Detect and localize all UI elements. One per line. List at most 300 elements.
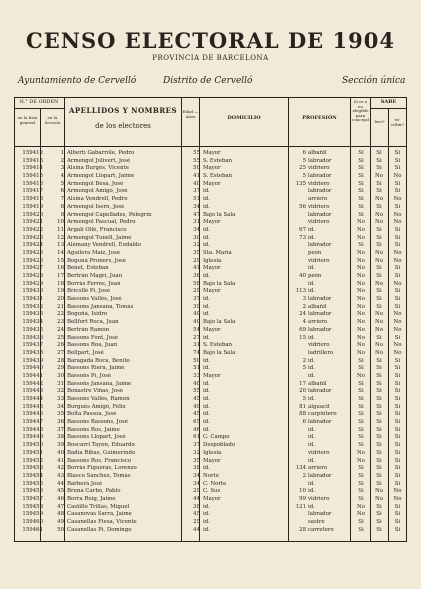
age-cell: 25 bbox=[193, 519, 200, 525]
elegible-cell: No bbox=[357, 249, 365, 256]
profession-cell: arriero bbox=[308, 465, 328, 472]
orden-seccion-cell: 36 bbox=[57, 419, 64, 426]
age-cell: 44 bbox=[193, 526, 200, 533]
orden-general-cell: 159441 bbox=[22, 372, 43, 379]
orden-general-cell: 159427 bbox=[22, 265, 43, 272]
orden-general-cell: 159461 bbox=[22, 526, 43, 533]
age-cell: 47 bbox=[193, 211, 200, 218]
orden-general-cell: 159459 bbox=[22, 511, 43, 518]
age-cell: 40 bbox=[193, 180, 200, 187]
orden-general-cell: 159440 bbox=[22, 365, 43, 372]
orden-general-cell: 159438 bbox=[22, 349, 43, 356]
sabe-escribir-cell: No bbox=[393, 257, 402, 264]
table-row bbox=[16, 204, 405, 212]
elegible-cell: Si bbox=[358, 465, 364, 472]
header-bottom-rule bbox=[14, 146, 406, 147]
address-cell: id. bbox=[203, 365, 210, 372]
elector-name-cell: Casanellas Fiesa, Vicente bbox=[67, 519, 137, 525]
sabe-escribir-cell: Si bbox=[394, 419, 401, 426]
profession-cell: peón bbox=[308, 249, 322, 256]
orden-general-cell: 159454 bbox=[22, 472, 43, 479]
orden-seccion-cell: 45 bbox=[57, 488, 64, 495]
elector-name-cell: Baragada Roca, Benito bbox=[67, 357, 130, 364]
orden-seccion-cell: 24 bbox=[57, 326, 64, 333]
elector-name-cell: Bellfort Roca, Juan bbox=[67, 319, 119, 326]
sabe-leer-cell: Si bbox=[376, 434, 382, 441]
sabe-escribir-cell: Si bbox=[394, 303, 401, 310]
address-cell: Mayor bbox=[203, 288, 221, 295]
address-cell: id. bbox=[203, 242, 210, 249]
elector-name-cell: Bassons Ros, Francisco bbox=[67, 457, 132, 464]
orden-general-cell: 159447 bbox=[22, 419, 43, 426]
house-number-cell: 69 bbox=[299, 326, 306, 333]
age-cell: 44 bbox=[193, 495, 200, 502]
elector-name-cell: Bassons Roa, Juan bbox=[67, 342, 118, 349]
sabe-leer-cell: Si bbox=[376, 403, 382, 410]
elegible-cell: Si bbox=[358, 203, 364, 210]
orden-general-cell: 159458 bbox=[22, 503, 43, 510]
orden-general-cell: 159433 bbox=[22, 311, 43, 318]
orden-general-cell: 159432 bbox=[22, 303, 43, 310]
elector-name-cell: Bruna Carbó, Pablo bbox=[67, 488, 121, 495]
age-cell: 50 bbox=[193, 357, 200, 364]
seccion-label: Sección única bbox=[342, 76, 406, 86]
age-cell: 33 bbox=[193, 372, 200, 379]
orden-general-cell: 159429 bbox=[22, 280, 43, 287]
address-cell: Sta. María bbox=[203, 249, 232, 256]
elegible-cell: No bbox=[357, 511, 365, 518]
profession-cell: id. bbox=[308, 396, 315, 402]
profession-cell: vidriero bbox=[308, 257, 330, 264]
address-cell: C. Norte bbox=[203, 480, 227, 487]
elector-name-cell: Boscarri Tayon, Eduardo bbox=[67, 442, 135, 449]
elector-name-cell: Blasco Sánchez, Tomás bbox=[67, 472, 131, 479]
address-cell: id. bbox=[203, 357, 210, 364]
elegible-cell: No bbox=[357, 226, 365, 233]
profession-cell: vidriero bbox=[308, 203, 330, 210]
table-row bbox=[16, 434, 405, 442]
orden-general-cell: 159413 bbox=[22, 157, 43, 164]
orden-seccion-cell: 3 bbox=[60, 165, 64, 172]
elegible-cell: Si bbox=[358, 442, 364, 449]
sabe-leer-cell: Si bbox=[376, 388, 382, 395]
address-cell: id. bbox=[203, 380, 210, 387]
house-number-cell: 99 bbox=[299, 495, 306, 502]
table-row bbox=[16, 181, 405, 189]
orden-general-cell: 159431 bbox=[22, 296, 43, 303]
profession-cell: labrador bbox=[308, 296, 332, 303]
elector-name-cell: Bassons Llopart, José bbox=[67, 434, 126, 441]
address-cell: Iglesia bbox=[203, 449, 222, 456]
orden-general-cell: 159421 bbox=[22, 219, 43, 226]
table-top-rule bbox=[14, 97, 406, 98]
elector-name-cell: Barberá José bbox=[67, 480, 103, 487]
age-cell: 45 bbox=[193, 411, 200, 418]
sabe-leer-cell: Si bbox=[376, 457, 382, 464]
orden-general-cell: 159450 bbox=[22, 442, 43, 449]
age-cell: 27 bbox=[193, 334, 200, 341]
age-cell: 29 bbox=[193, 288, 200, 295]
table-row bbox=[16, 465, 405, 473]
ayuntamiento-label: Ayuntamiento de Cervelló bbox=[18, 76, 137, 86]
house-number-cell: 20 bbox=[299, 388, 306, 395]
profession-cell: albañil bbox=[308, 380, 327, 387]
elegible-cell: Si bbox=[358, 472, 364, 479]
orden-seccion-cell: 20 bbox=[57, 296, 64, 303]
house-number-cell: 121 bbox=[295, 503, 306, 510]
header-nombres: APELLIDOS Y NOMBRES bbox=[68, 106, 178, 115]
age-cell: 40 bbox=[193, 380, 200, 387]
elector-name-cell: Armengol Pascual, Pedro bbox=[67, 219, 136, 226]
sabe-escribir-cell: No bbox=[393, 311, 402, 318]
sabe-escribir-cell: Si bbox=[394, 388, 401, 395]
sabe-leer-cell: Si bbox=[376, 188, 382, 195]
elegible-cell: Si bbox=[358, 357, 364, 364]
elector-name-cell: Bogunà Pruners, José bbox=[67, 257, 126, 264]
age-cell: 55 bbox=[193, 157, 200, 164]
table-row bbox=[16, 219, 405, 227]
sabe-escribir-cell: No bbox=[393, 249, 402, 256]
sabe-leer-cell: Si bbox=[376, 288, 382, 295]
address-cell: Mayor bbox=[203, 326, 221, 333]
table-row bbox=[16, 488, 405, 496]
profession-cell: carretero bbox=[308, 526, 334, 533]
orden-seccion-cell: 14 bbox=[57, 249, 64, 256]
elegible-cell: No bbox=[357, 219, 365, 226]
profession-cell: labrador bbox=[308, 311, 332, 318]
profession-cell: id. bbox=[308, 442, 315, 449]
orden-seccion-cell: 16 bbox=[57, 265, 64, 272]
table-row bbox=[16, 188, 405, 196]
profession-cell: id. bbox=[308, 480, 315, 487]
header-sabe: SABE bbox=[380, 99, 397, 105]
age-cell: 34 bbox=[193, 203, 200, 210]
sabe-escribir-cell: Si bbox=[394, 519, 401, 525]
age-cell: 40 bbox=[193, 319, 200, 326]
sabe-escribir-cell: No bbox=[393, 196, 402, 203]
sabe-leer-cell: Si bbox=[376, 511, 382, 518]
elegible-cell: No bbox=[357, 311, 365, 318]
elegible-cell: Si bbox=[358, 150, 364, 156]
table-row bbox=[16, 311, 405, 319]
orden-seccion-cell: 29 bbox=[57, 365, 64, 372]
orden-general-cell: 159416 bbox=[22, 180, 43, 187]
profession-cell: id. bbox=[308, 265, 315, 272]
profession-cell: vidriero bbox=[308, 219, 330, 226]
age-cell: 29 bbox=[193, 488, 200, 495]
sabe-leer-cell: Si bbox=[376, 296, 382, 303]
elector-name-cell: Armengol Capellades, Pelegrín bbox=[67, 211, 152, 218]
orden-general-cell: 159426 bbox=[22, 257, 43, 264]
orden-seccion-cell: 25 bbox=[57, 334, 64, 341]
orden-seccion-cell: 22 bbox=[57, 311, 64, 318]
elegible-cell: No bbox=[357, 372, 365, 379]
sabe-escribir-cell: No bbox=[393, 326, 402, 333]
header-orden-general: en la lista general bbox=[17, 115, 38, 125]
sabe-escribir-cell: No bbox=[393, 319, 402, 326]
sabe-escribir-cell: No bbox=[393, 349, 402, 356]
orden-seccion-cell: 7 bbox=[60, 196, 64, 203]
age-cell: 38 bbox=[193, 503, 200, 510]
profession-cell: vidriero bbox=[308, 180, 330, 187]
elegible-cell: Si bbox=[358, 495, 364, 502]
elector-name-cell: Bassons Riera, Jaime bbox=[67, 365, 125, 372]
house-number-cell: 134 bbox=[295, 465, 306, 472]
header-orden: N.° DE ORDEN bbox=[19, 99, 59, 105]
age-cell: 46 bbox=[193, 426, 200, 433]
table-row bbox=[16, 227, 405, 235]
address-cell: id. bbox=[203, 388, 210, 395]
sabe-escribir-cell: Si bbox=[394, 457, 401, 464]
age-cell: 39 bbox=[193, 303, 200, 310]
sabe-escribir-cell: Si bbox=[394, 288, 401, 295]
orden-general-cell: 159436 bbox=[22, 334, 43, 341]
elegible-cell: Si bbox=[358, 419, 364, 426]
elector-name-cell: Alemany Vendrell, Eudaldo bbox=[67, 242, 142, 249]
orden-general-cell: 159456 bbox=[22, 488, 43, 495]
elegible-cell: No bbox=[357, 296, 365, 303]
elector-list bbox=[16, 150, 405, 534]
elector-name-cell: Casanellas Pi, Domingo bbox=[67, 526, 132, 533]
profession-cell: id. bbox=[308, 434, 315, 441]
elegible-cell: Si bbox=[358, 411, 364, 418]
address-cell: Iglesia bbox=[203, 257, 222, 264]
table-row bbox=[16, 481, 405, 489]
orden-seccion-cell: 5 bbox=[60, 180, 64, 187]
house-number-cell: 24 bbox=[299, 311, 306, 318]
page-subtitle: PROVINCIA DE BARCELONA bbox=[152, 54, 269, 62]
table-row bbox=[16, 165, 405, 173]
table-row bbox=[16, 396, 405, 404]
orden-seccion-cell: 1 bbox=[60, 150, 64, 156]
house-number-cell: 73 bbox=[299, 234, 306, 241]
table-row bbox=[16, 519, 405, 527]
sabe-leer-cell: Si bbox=[376, 480, 382, 487]
elector-name-cell: Aguilera Maiz, José bbox=[67, 249, 121, 256]
house-number-cell: 6 bbox=[302, 150, 306, 156]
sabe-escribir-cell: Si bbox=[394, 273, 401, 279]
table-row bbox=[16, 527, 405, 535]
table-row bbox=[16, 158, 405, 166]
sabe-escribir-cell: Si bbox=[394, 165, 401, 172]
address-cell: id. bbox=[203, 203, 210, 210]
distrito-label: Distrito de Cervelló bbox=[163, 76, 253, 86]
orden-seccion-cell: 13 bbox=[57, 242, 64, 249]
house-number-cell: 5 bbox=[302, 157, 306, 164]
orden-seccion-cell: 9 bbox=[60, 211, 64, 218]
sabe-escribir-cell: Si bbox=[394, 472, 401, 479]
sabe-leer-cell: Si bbox=[376, 365, 382, 372]
address-cell: id. bbox=[203, 526, 210, 533]
sabe-leer-cell: No bbox=[375, 488, 383, 495]
sabe-escribir-cell: Si bbox=[394, 180, 401, 187]
address-cell: id. bbox=[203, 296, 210, 303]
sabe-leer-cell: Si bbox=[376, 426, 382, 433]
table-row bbox=[16, 419, 405, 427]
orden-seccion-cell: 47 bbox=[57, 503, 64, 510]
address-cell: S. Esteban bbox=[203, 342, 233, 349]
address-cell: Mayor bbox=[203, 150, 221, 156]
orden-seccion-cell: 44 bbox=[57, 480, 64, 487]
elector-name-cell: Boguñà, Isidro bbox=[67, 311, 108, 318]
header-orden-seccion: en la Sección bbox=[44, 115, 61, 125]
profession-cell: arriero bbox=[308, 196, 328, 203]
elegible-cell: Si bbox=[358, 488, 364, 495]
elegible-cell: Si bbox=[358, 157, 364, 164]
profession-cell: id. bbox=[308, 226, 315, 233]
profession-cell: id. bbox=[308, 234, 315, 241]
table-row bbox=[16, 504, 405, 512]
elegible-cell: Si bbox=[358, 242, 364, 249]
sabe-leer-cell: Si bbox=[376, 265, 382, 272]
sabe-escribir-cell: Si bbox=[394, 296, 401, 303]
age-cell: 65 bbox=[193, 419, 200, 426]
orden-seccion-cell: 8 bbox=[60, 203, 64, 210]
elegible-cell: Si bbox=[358, 519, 364, 525]
sabe-escribir-cell: Si bbox=[394, 396, 401, 402]
address-cell: Mayor bbox=[203, 219, 221, 226]
address-cell: Bajo la Sala bbox=[203, 349, 236, 356]
orden-seccion-cell: 30 bbox=[57, 372, 64, 379]
sabe-escribir-cell: Si bbox=[394, 203, 401, 210]
elegible-cell: No bbox=[357, 265, 365, 272]
table-row bbox=[16, 250, 405, 258]
table-row bbox=[16, 327, 405, 335]
house-number-cell: 5 bbox=[302, 365, 306, 372]
elector-name-cell: Badia Ribas, Guimerindo bbox=[67, 449, 136, 456]
sabe-leer-cell: No bbox=[375, 319, 383, 326]
sabe-leer-cell: Si bbox=[376, 357, 382, 364]
house-number-cell: 67 bbox=[299, 226, 306, 233]
elector-name-cell: Bassons Font, José bbox=[67, 334, 119, 341]
elector-name-cell: Alberti Gabarróle, Pedro bbox=[67, 150, 135, 156]
elegible-cell: No bbox=[357, 319, 365, 326]
sabe-escribir-cell: Si bbox=[394, 265, 401, 272]
address-cell: id. bbox=[203, 503, 210, 510]
sabe-leer-cell: Si bbox=[376, 465, 382, 472]
age-cell: 55 bbox=[193, 150, 200, 156]
address-cell: Bajo la Sala bbox=[203, 211, 236, 218]
sabe-escribir-cell: Si bbox=[394, 465, 401, 472]
table-row bbox=[16, 196, 405, 204]
profession-cell: labrador bbox=[308, 419, 332, 426]
table-row bbox=[16, 273, 405, 281]
profession-cell: arriero bbox=[308, 319, 328, 326]
table-row bbox=[16, 212, 405, 220]
sabe-escribir-cell: Si bbox=[394, 511, 401, 518]
orden-seccion-cell: 34 bbox=[57, 403, 64, 410]
elector-name-cell: Bertrán Ramón bbox=[67, 326, 110, 333]
age-cell: 41 bbox=[193, 265, 200, 272]
address-cell: Bajo la Sala bbox=[203, 319, 236, 326]
elector-name-cell: Armengol Llopart, Jaime bbox=[67, 173, 135, 180]
sabe-escribir-cell: Si bbox=[394, 503, 401, 510]
address-cell: C. Sus bbox=[203, 488, 221, 495]
orden-seccion-cell: 42 bbox=[57, 465, 64, 472]
orden-seccion-cell: 6 bbox=[60, 188, 64, 195]
table-row bbox=[16, 288, 405, 296]
table-row bbox=[16, 358, 405, 366]
orden-seccion-cell: 17 bbox=[57, 273, 64, 279]
age-cell: 49 bbox=[193, 403, 200, 410]
orden-general-cell: 159422 bbox=[22, 226, 43, 233]
sabe-escribir-cell: Si bbox=[394, 334, 401, 341]
orden-general-cell: 159449 bbox=[22, 434, 43, 441]
profession-cell: labrador bbox=[308, 472, 332, 479]
house-number-cell: 6 bbox=[302, 419, 306, 426]
table-row bbox=[16, 150, 405, 158]
house-number-cell: 81 bbox=[299, 403, 306, 410]
sabe-leer-cell: Si bbox=[376, 411, 382, 418]
profession-cell: labrador bbox=[308, 242, 332, 249]
house-number-cell: 2 bbox=[302, 303, 306, 310]
profession-cell: albañil bbox=[308, 303, 327, 310]
age-cell: 37 bbox=[193, 442, 200, 449]
orden-seccion-cell: 27 bbox=[57, 349, 64, 356]
age-cell: 34 bbox=[193, 472, 200, 479]
elector-name-cell: Alsina Burgés, Vicente bbox=[67, 165, 129, 172]
age-cell: 35 bbox=[193, 457, 200, 464]
profession-cell: id. bbox=[308, 357, 315, 364]
elegible-cell: Si bbox=[358, 196, 364, 203]
sabe-escribir-cell: Si bbox=[394, 150, 401, 156]
table-row bbox=[16, 404, 405, 412]
orden-seccion-cell: 28 bbox=[57, 357, 64, 364]
sabe-leer-cell: Si bbox=[376, 372, 382, 379]
sabe-leer-cell: Si bbox=[376, 396, 382, 402]
sabe-leer-cell: Si bbox=[376, 503, 382, 510]
orden-general-cell: 159437 bbox=[22, 342, 43, 349]
elegible-cell: Si bbox=[358, 165, 364, 172]
orden-seccion-cell: 41 bbox=[57, 457, 64, 464]
elector-name-cell: Bonastre Viñas, José bbox=[67, 388, 124, 395]
address-cell: id. bbox=[203, 426, 210, 433]
elector-name-cell: Bertrán Magrí, Juan bbox=[67, 273, 123, 279]
sabe-escribir-cell: Si bbox=[394, 526, 401, 533]
address-cell: id. bbox=[203, 465, 210, 472]
table-row bbox=[16, 473, 405, 481]
age-cell: 74 bbox=[193, 349, 200, 356]
age-cell: 30 bbox=[193, 234, 200, 241]
sabe-escribir-cell: Si bbox=[394, 380, 401, 387]
orden-general-cell: 159434 bbox=[22, 319, 43, 326]
house-number-cell: 113 bbox=[295, 288, 306, 295]
profession-cell: vidriero bbox=[308, 165, 330, 172]
address-cell: id. bbox=[203, 273, 210, 279]
elector-name-cell: Borràs Figueras, Lorenzo bbox=[67, 465, 137, 472]
orden-seccion-cell: 37 bbox=[57, 426, 64, 433]
profession-cell: id. bbox=[308, 334, 315, 341]
sabe-escribir-cell: Si bbox=[394, 242, 401, 249]
elegible-cell: No bbox=[357, 234, 365, 241]
sabe-escribir-cell: Si bbox=[394, 372, 401, 379]
sabe-leer-cell: No bbox=[375, 495, 383, 502]
sabe-escribir-cell: Si bbox=[394, 157, 401, 164]
sabe-escribir-cell: No bbox=[393, 495, 402, 502]
age-cell: 34 bbox=[193, 226, 200, 233]
table-row bbox=[16, 450, 405, 458]
table-row bbox=[16, 304, 405, 312]
age-cell: 41 bbox=[193, 173, 200, 180]
age-cell: 45 bbox=[193, 511, 200, 518]
sabe-leer-cell: No bbox=[375, 349, 383, 356]
profession-cell: labrador bbox=[308, 211, 332, 218]
house-number-cell: 2 bbox=[302, 472, 306, 479]
elegible-cell: No bbox=[357, 273, 365, 279]
elegible-cell: Si bbox=[358, 480, 364, 487]
profession-cell: id. bbox=[308, 280, 315, 287]
orden-sub-rule bbox=[14, 108, 64, 109]
